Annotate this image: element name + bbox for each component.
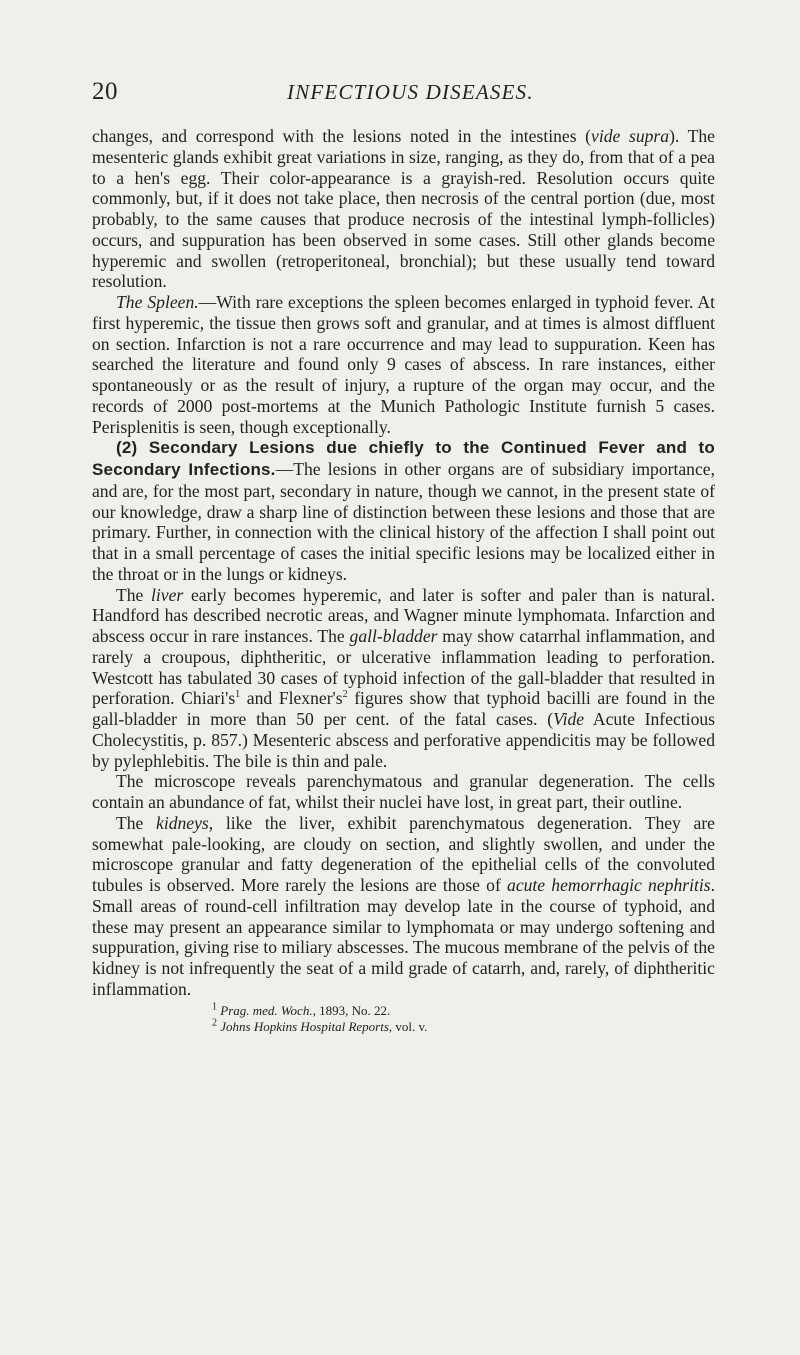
footnote-1: $^1$ Prag. med. Woch., 1893, No. 22. — [212, 1001, 391, 1018]
paragraph-mesenteric-glands: changes, and correspond with the lesions noted in the intestines (vide supra). The mesenteric glands exhibit great variations in size, ranging, as they do, from that of a pea to a hen's egg. Their color-appearance is a grayish-red. Resolution occurs quite commonly, but, if it does not take place, then necrosis of the central portion (due, most probably, to the same causes that produce necrosis of the intestinal lymph-follicles) occurs, and suppuration has been observed in some cases. Still other glands become hyperemic and swollen (retroperitoneal, bronchial); but these usually tend toward resolution. — [92, 126, 715, 292]
italic-vide-supra: vide supra — [591, 126, 670, 146]
paragraph-liver: The liver early becomes hyperemic, and later is softer and paler than is natural. Handford has described necrotic areas, and Wagner minute lymphomata. Infarction and abscess occur in rare instances. The gall-bladder may show catarrhal inflammation, and rarely a croupous, diphtheritic, or ulcerative inflammation leading to perforation. Westcott has tabulated 30 cases of typhoid infection of the gall-bladder that resulted in perforation. $Chiari's^1$ and $Flexner's^2$ figures show that typhoid bacilli are found in the gall-bladder in more than 50 per cent. of the fatal cases. (Vide Acute Infectious Cholecystitis, p. 857.) Mesenteric abscess and perforative appendicitis may be followed by pylephlebitis. The bile is thin and pale. — [92, 584, 716, 771]
italic-gall-bladder: gall-bladder — [349, 626, 438, 646]
italic-liver: liver — [151, 584, 184, 605]
paragraph-microscope: The microscope reveals parenchymatous and granular degeneration. The cells contain an abundance of fat, whilst their nuclei have lost, in great part, their outline. — [92, 771, 715, 812]
paragraph-kidneys: The kidneys, like the liver, exhibit parenchymatous degeneration. They are somewhat pale-looking, are cloudy on section, and slightly swollen, and under the microscope granular and fatty degeneration of the epithelial cells of the convoluted tubules is observed. More rarely the lesions are those of acute hemorrhagic nephritis. Small areas of round-cell infiltration may develop late in the course of typhoid, and these may present an appearance similar to lymphomata or may undergo softening and suppuration, giving rise to miliary abscesses. The mucous membrane of the pelvis of the kidney is not infrequently the seat of a mild grade of catarrh, and, rarely, of diphtheritic inflammation. — [92, 812, 716, 999]
italic-nephritis: acute hemorrhagic nephritis — [507, 875, 711, 895]
paragraph-secondary-lesions: (2) Secondary Lesions due chiefly to the Continued Fever and to Secondary Infections.—The lesions in other organs are of subsidiary importance, and are, for the most part, secondary in nature, though we cannot, in the present state of our knowledge, draw a sharp line of distinction between these lesions and those that are primary. Further, in connection with the clinical history of the affection I shall point out that in a small percentage of cases the initial specific lesions may be localized either in the throat or in the lungs or kidneys. — [92, 438, 715, 584]
section-heading-spleen: The Spleen. — [116, 292, 199, 312]
footnote-ref-2: 2 — [342, 689, 348, 701]
page-header — [92, 78, 702, 110]
paragraph-spleen: The Spleen.—With rare exceptions the spleen becomes enlarged in typhoid fever. At first hyperemic, the tissue then grows soft and granular, and at times is almost diffluent on section. Infarction is not a rare occurrence and may lead to suppuration. Keen has searched the literature and found only 9 cases of abscess. In rare instances, either spontaneously or as the result of injury, a rupture of the organ may occur, and the records of 2000 post-mortems at the Munich Pathologic Institute furnish 5 cases. Perisplenitis is seen, though exceptionally. — [92, 292, 715, 437]
section-heading-secondary-lesions: (2) Secondary Lesions due chiefly to the Continued Fever and to Secondary Infections. — [92, 438, 715, 479]
page-number: 20 — [92, 78, 118, 105]
italic-vide: Vide — [553, 709, 585, 729]
footnote-2: $^2$ Johns Hopkins Hospital Reports, vol. v. — [212, 1017, 428, 1034]
footnote-ref-1: 1 — [235, 689, 241, 701]
italic-kidneys: kidneys — [156, 812, 209, 833]
footnotes — [212, 1003, 715, 1035]
page-body — [92, 126, 715, 1035]
running-head: INFECTIOUS DISEASES. — [287, 80, 534, 104]
